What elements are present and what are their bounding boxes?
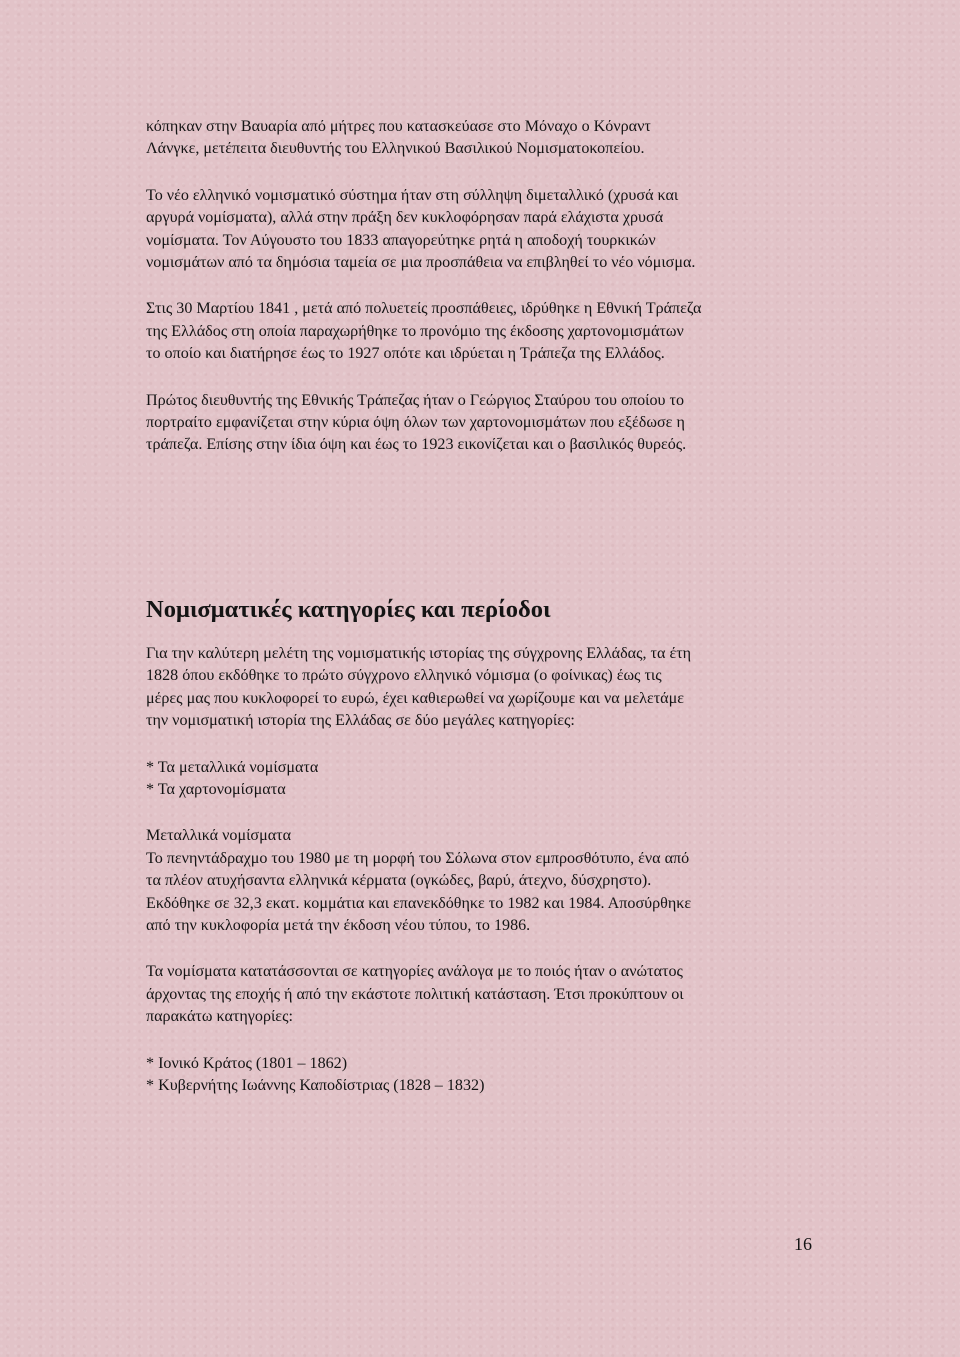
text-line: τράπεζα. Επίσης στην ίδια όψη και έως το 1923 εικονίζεται και ο βασιλικός θυρεός. (146, 436, 687, 454)
paragraph-metal-coins (146, 825, 826, 937)
text-line: Το πενηντάδραχμο του 1980 με τη μορφή του Σόλωνα στον εμπροσθότυπο, ένα από (146, 849, 690, 867)
text-line: παρακάτω κατηγορίες: (146, 1008, 293, 1026)
period-list (146, 1053, 826, 1098)
text-line: 1828 όπου εκδόθηκε το πρώτο σύγχρονο ελληνικό νόμισμα (ο φοίνικας) έως τις (146, 667, 662, 685)
text-line: Για την καλύτερη μελέτη της νομισματικής ιστορίας της σύγχρονης Ελλάδας, τα έτη (146, 644, 692, 662)
text-line: νομισμάτων από τα δημόσια ταμεία σε μια προσπάθεια να επιβληθεί το νέο νόμισμα. (146, 254, 696, 272)
text-line: Τα νομίσματα κατατάσσονται σε κατηγορίες ανάλογα με το ποιός ήταν ο ανώτατος (146, 963, 683, 981)
text-line: αργυρά νομίσματα), αλλά στην πράξη δεν κυκλοφόρησαν παρά ελάχιστα χρυσά (146, 209, 664, 227)
paragraph-national-bank (146, 298, 826, 365)
text-line: Το νέο ελληνικό νομισματικό σύστημα ήταν στη σύλληψη διμεταλλικό (χρυσά και (146, 186, 679, 204)
list-item: * Τα μεταλλικά νομίσματα (146, 758, 319, 776)
text-line: το οποίο και διατήρησε έως το 1927 οπότε και ιδρύεται η Τράπεζα της Ελλάδος. (146, 345, 665, 363)
subsection-title: Μεταλλικά νομίσματα (146, 827, 292, 845)
paragraph-classification (146, 961, 826, 1028)
text-line: Πρώτος διευθυντής της Εθνικής Τράπεζας ήταν ο Γεώργιος Σταύρου του οποίου το (146, 391, 685, 409)
paragraph-categories-intro (146, 643, 826, 733)
document-body (146, 116, 826, 1121)
section-heading: Νομισματικές κατηγορίες και περίοδοι (146, 595, 551, 623)
text-line: νομίσματα. Τον Αύγουστο του 1833 απαγορεύτηκε ρητά η αποδοχή τουρκικών (146, 231, 656, 249)
text-line: την νομισματική ιστορία της Ελλάδας σε δύο μεγάλες κατηγορίες: (146, 712, 575, 730)
text-line: κόπηκαν στην Βαυαρία από μήτρες που κατασκεύασε στο Μόναχο ο Κόνραντ (146, 118, 651, 135)
text-line: Λάνγκε, μετέπειτα διευθυντής του Ελληνικού Βασιλικού Νομισματοκοπείου. (146, 140, 645, 158)
page-number: 16 (794, 1234, 812, 1254)
list-item: * Ιονικό Κράτος (1801 – 1862) (146, 1054, 348, 1072)
text-line: Στις 30 Μαρτίου 1841 , μετά από πολυετείς προσπάθειες, ιδρύθηκε η Εθνική Τράπεζα (146, 300, 702, 318)
text-line: Εκδόθηκε σε 32,3 εκατ. κομμάτια και επανεκδόθηκε το 1982 και 1984. Αποσύρθηκε (146, 894, 692, 912)
paragraph-first-director (146, 390, 826, 457)
text-line: πορτραίτο εμφανίζεται στην κύρια όψη όλων των χαρτονομισμάτων που εξέδωσε η (146, 414, 685, 432)
text-line: τα πλέον ατυχήσαντα ελληνικά κέρματα (ογκώδες, βαρύ, άτεχνο, δύσχρηστο). (146, 872, 652, 890)
text-line: άρχοντας της εποχής ή από την εκάστοτε πολιτική κατάσταση. Έτσι προκύπτουν οι (146, 985, 684, 1003)
paragraph-monetary-system (146, 185, 826, 275)
text-line: της Ελλάδος στη οποία παραχωρήθηκε το προνόμιο της έκδοσης χαρτονομισμάτων (146, 322, 684, 340)
list-item: * Τα χαρτονομίσματα (146, 780, 286, 798)
text-line: από την κυκλοφορία μετά την έκδοση νέου τύπου, το 1986. (146, 916, 531, 934)
list-item: * Κυβερνήτης Ιωάννης Καποδίστριας (1828 – 1832) (146, 1076, 485, 1094)
category-list (146, 757, 826, 802)
intro-paragraph (146, 116, 826, 161)
text-line: μέρες μας που κυκλοφορεί το ευρώ, έχει καθιερωθεί να χωρίζουμε και να μελετάμε (146, 689, 684, 707)
